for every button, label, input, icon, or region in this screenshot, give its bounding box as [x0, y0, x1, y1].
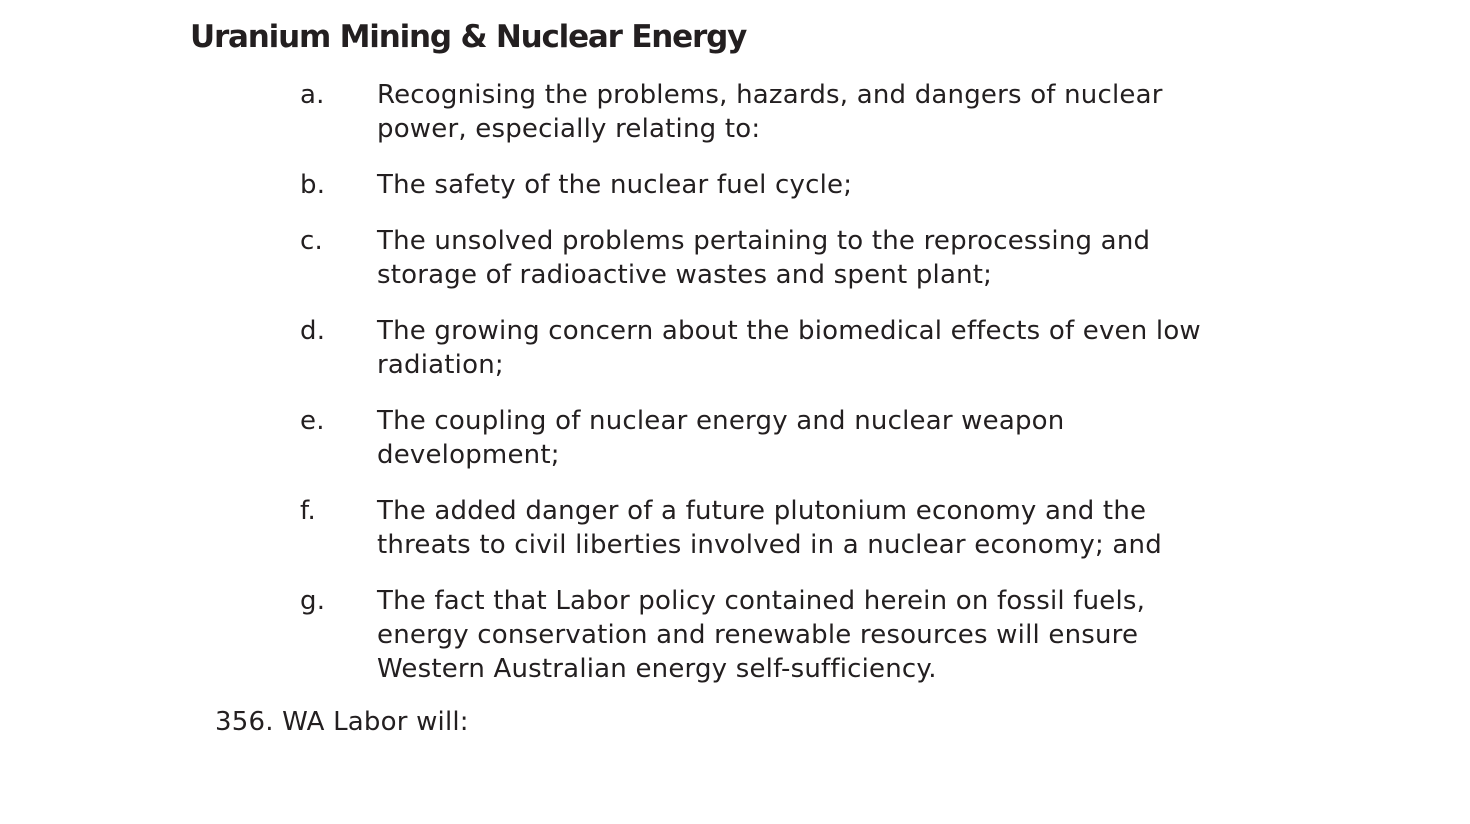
- list-item-text: The coupling of nuclear energy and nuclear weapon development;: [377, 406, 1065, 470]
- list-item-text: The safety of the nuclear fuel cycle;: [377, 170, 853, 200]
- footer-clause: 356. WA Labor will:: [215, 707, 469, 737]
- list-item: [300, 404, 1300, 472]
- list-item-marker: c.: [300, 226, 323, 256]
- list-item-marker: g.: [300, 586, 326, 616]
- list-item: [300, 224, 1300, 292]
- list-item-marker: f.: [300, 496, 316, 526]
- list-item: [300, 584, 1300, 686]
- list-item-text: The unsolved problems pertaining to the reprocessing and storage of radioactive wastes and spent plant;: [377, 226, 1151, 290]
- list-item-marker: d.: [300, 316, 326, 346]
- list-item: [300, 314, 1300, 382]
- list-item: [300, 78, 1300, 146]
- list-item-text: The growing concern about the biomedical effects of even low radiation;: [377, 316, 1201, 380]
- list-item: [300, 168, 1300, 202]
- list-item: [300, 494, 1300, 562]
- list-item-text: The added danger of a future plutonium economy and the threats to civil liberties involved in a nuclear economy; and: [377, 496, 1162, 560]
- list-item-marker: e.: [300, 406, 325, 436]
- list-item-text: Recognising the problems, hazards, and dangers of nuclear power, especially relating to:: [377, 80, 1163, 144]
- list-item-marker: a.: [300, 80, 325, 110]
- page-heading: Uranium Mining & Nuclear Energy: [190, 19, 747, 55]
- list-item-text: The fact that Labor policy contained herein on fossil fuels, energy conservation and renewable resources will ensure Western Australian energy self-sufficiency.: [377, 586, 1146, 684]
- list-item-marker: b.: [300, 170, 326, 200]
- policy-list: [300, 78, 1300, 708]
